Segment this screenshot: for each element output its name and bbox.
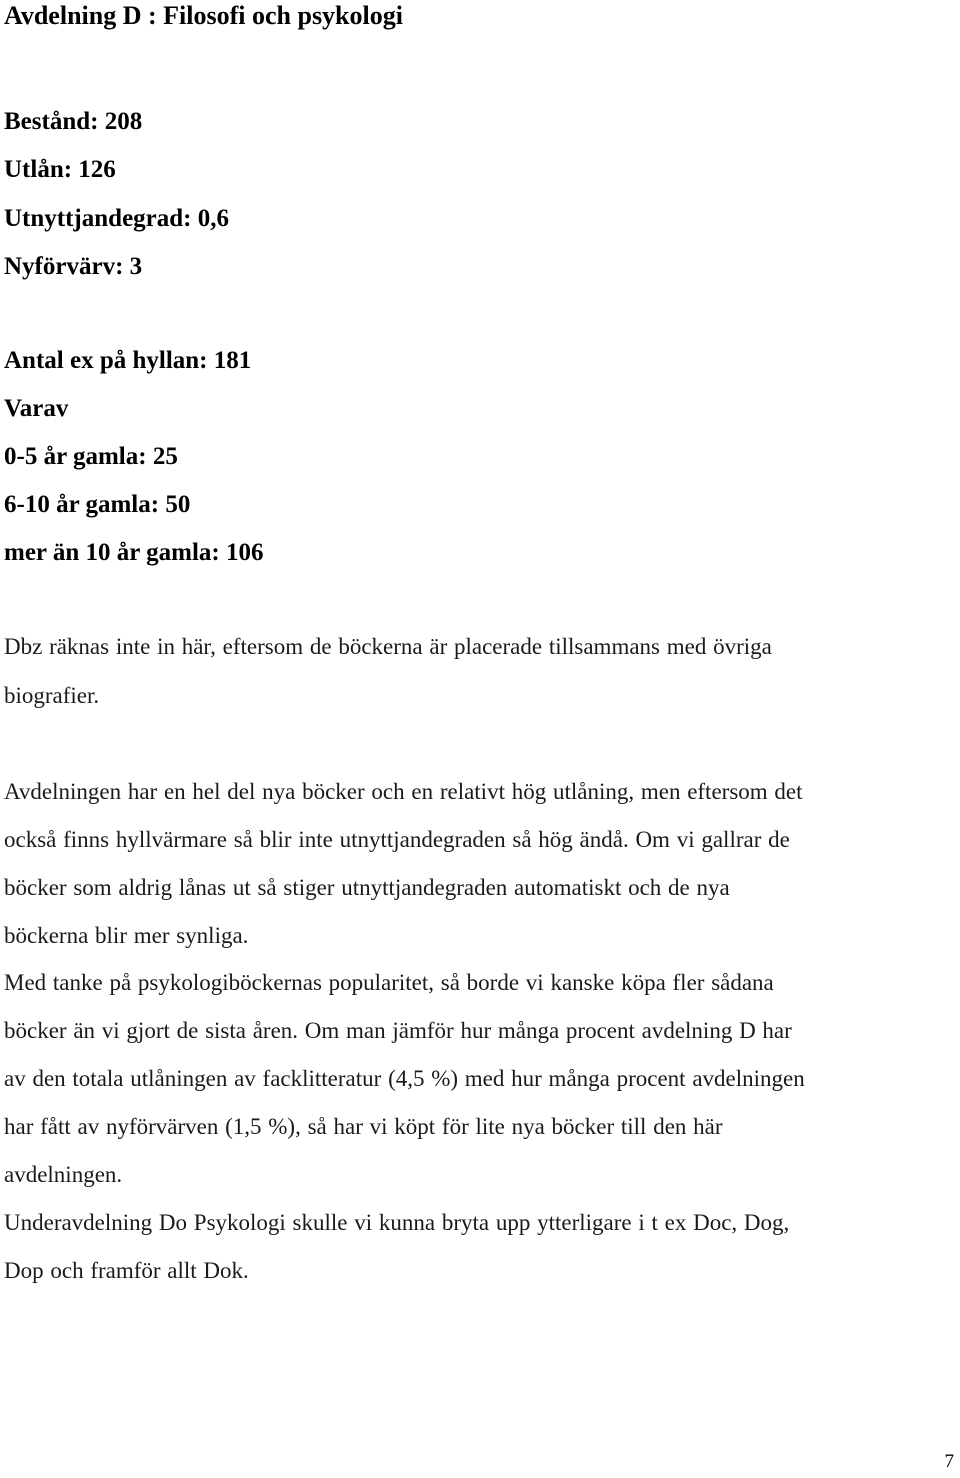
paragraph-line: Dop och framför allt Dok. (4, 1258, 249, 1283)
page-number: 7 (944, 1451, 954, 1472)
shelf-antal: Antal ex på hyllan: 181 (4, 347, 252, 374)
paragraph-line: har fått av nyförvärven (1,5 %), så har vi köpt för lite nya böcker till den här (4, 1114, 723, 1139)
shelf-age-6-10: 6-10 år gamla: 50 (4, 491, 191, 518)
paragraph-line: Avdelningen har en hel del nya böcker och en relativt hög utlåning, men eftersom det (4, 779, 803, 804)
stat-nyforvarv: Nyförvärv: 3 (4, 253, 143, 280)
paragraph-line: Med tanke på psykologiböckernas popularitet, så borde vi kanske köpa fler sådana (4, 970, 774, 995)
page-title: Avdelning D : Filosofi och psykologi (4, 1, 403, 30)
paragraph-line: Underavdelning Do Psykologi skulle vi kunna bryta upp ytterligare i t ex Doc, Dog, (4, 1210, 790, 1235)
paragraph-line: avdelningen. (4, 1162, 123, 1187)
note-line: Dbz räknas inte in här, eftersom de böckerna är placerade tillsammans med övriga (4, 634, 772, 659)
stat-utlan: Utlån: 126 (4, 156, 116, 183)
note-line: biografier. (4, 683, 100, 708)
paragraph-line: böckerna blir mer synliga. (4, 923, 249, 948)
shelf-varav: Varav (4, 395, 69, 422)
shelf-age-over-10: mer än 10 år gamla: 106 (4, 539, 264, 566)
shelf-age-0-5: 0-5 år gamla: 25 (4, 443, 178, 470)
paragraph-line: också finns hyllvärmare så blir inte utnyttjandegraden så hög ändå. Om vi gallrar de (4, 827, 790, 852)
stat-bestand: Bestånd: 208 (4, 108, 143, 135)
stat-utnyttjandegrad: Utnyttjandegrad: 0,6 (4, 205, 229, 232)
paragraph-line: böcker som aldrig lånas ut så stiger utnyttjandegraden automatiskt och de nya (4, 875, 730, 900)
paragraph-line: böcker än vi gjort de sista åren. Om man jämför hur många procent avdelning D har (4, 1018, 792, 1043)
paragraph-line: av den totala utlåningen av facklitteratur (4,5 %) med hur många procent avdelningen (4, 1066, 805, 1091)
